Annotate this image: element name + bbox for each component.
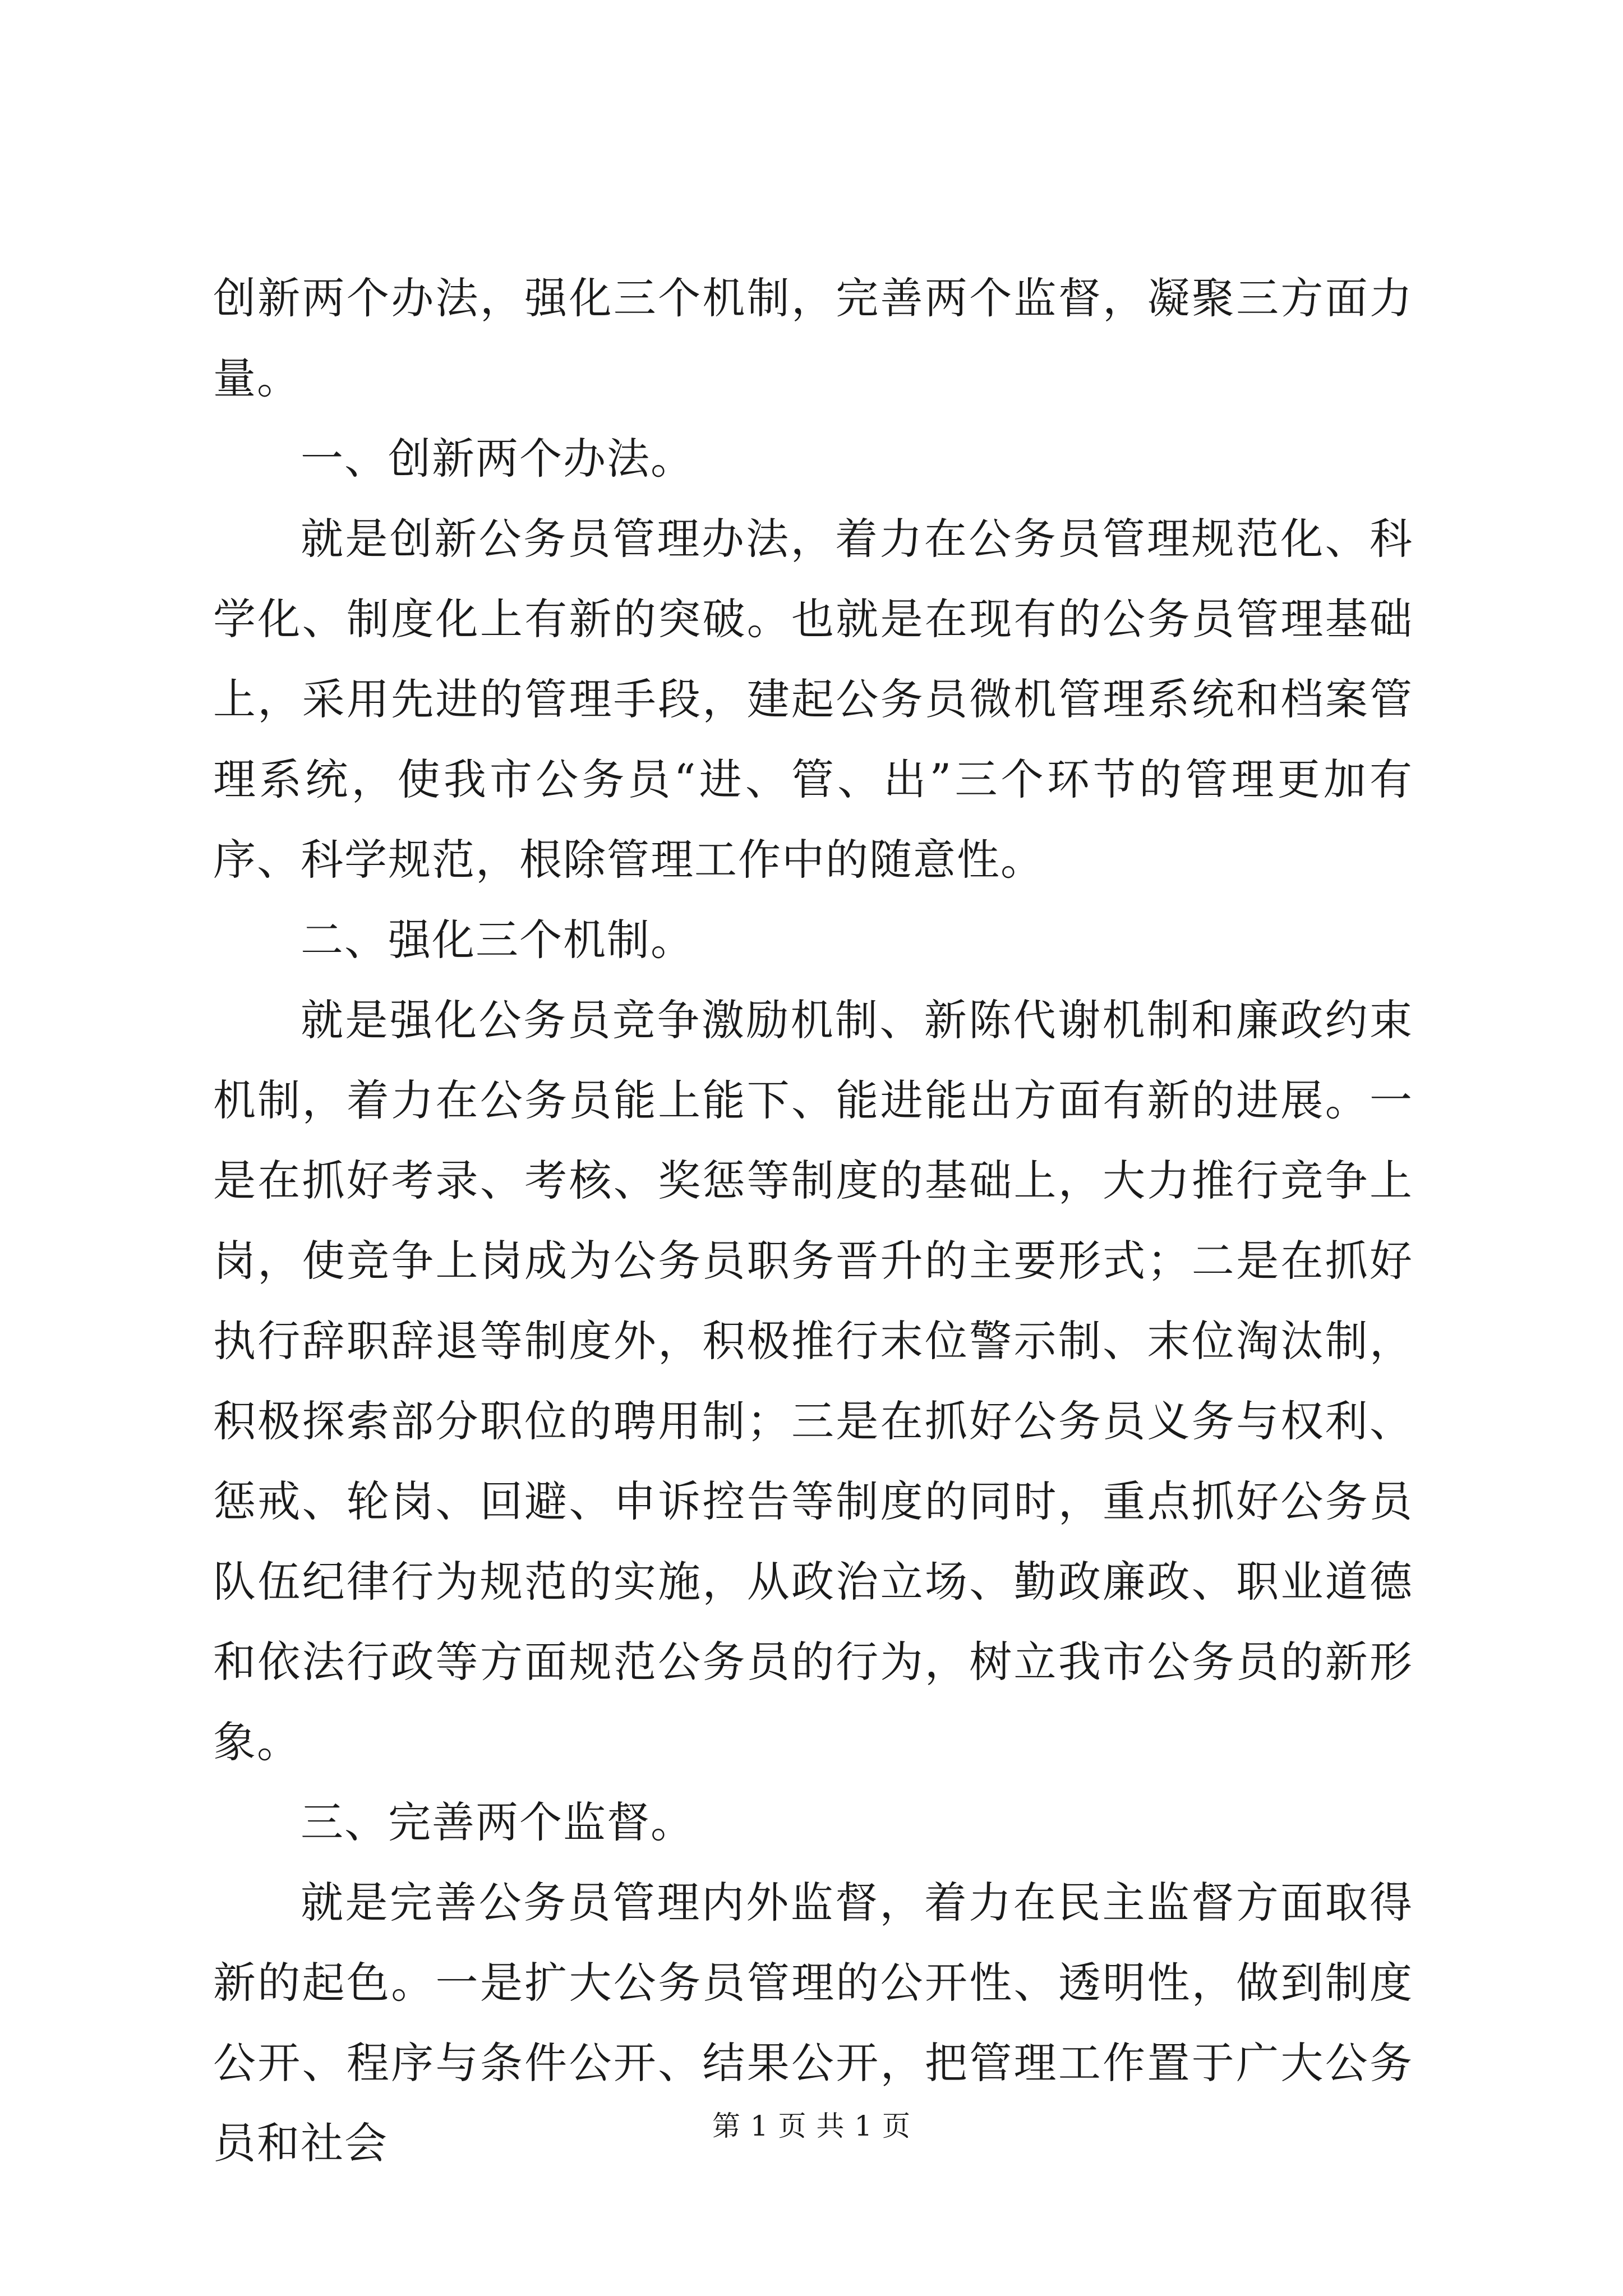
paragraph-section-2: 就是强化公务员竞争激励机制、新陈代谢机制和廉政约束机制，着力在公务员能上能下、能进能出方面有新的进展。一是在抓好考录、考核、奖惩等制度的基础上，大力推行竞争上岗，使竞争上岗成为公务员职务晋升的主要形式；二是在抓好执行辞职辞退等制度外，积极推行末位警示制、末位淘汰制，积极探索部分职位的聘用制；三是在抓好公务员义务与权利、惩戒、轮岗、回避、申诉控告等制度的同时，重点抓好公务员队伍纪律行为规范的实施，从政治立场、勤政廉政、职业道德和依法行政等方面规范公务员的行为，树立我市公务员的新形象。 — [213, 995, 1413, 1767]
paragraph-section-1: 就是创新公务员管理办法，着力在公务员管理规范化、科学化、制度化上有新的突破。也就是在现有的公务员管理基础上，采用先进的管理手段，建起公务员微机管理系统和档案管理系统，使我市公务员“进、管、出”三个环节的管理更加有序、科学规范，根除管理工作中的随意性。 — [213, 514, 1413, 885]
paragraph-intro: 创新两个办法，强化三个机制，完善两个监督，凝聚三方面力量。 — [213, 273, 1413, 403]
paragraph-section-3: 就是完善公务员管理内外监督，着力在民主监督方面取得新的起色。一是扩大公务员管理的公开性、透明性，做到制度公开、程序与条件公开、结果公开，把管理工作置于广大公务员和社会 — [213, 1878, 1413, 2168]
document-body — [213, 258, 1413, 2183]
heading-section-1: 一、创新两个办法。 — [301, 434, 694, 484]
heading-section-3: 三、完善两个监督。 — [301, 1797, 694, 1847]
page-footer: 第 1 页 共 1 页 — [712, 2110, 911, 2142]
heading-section-2: 二、强化三个机制。 — [301, 915, 694, 965]
